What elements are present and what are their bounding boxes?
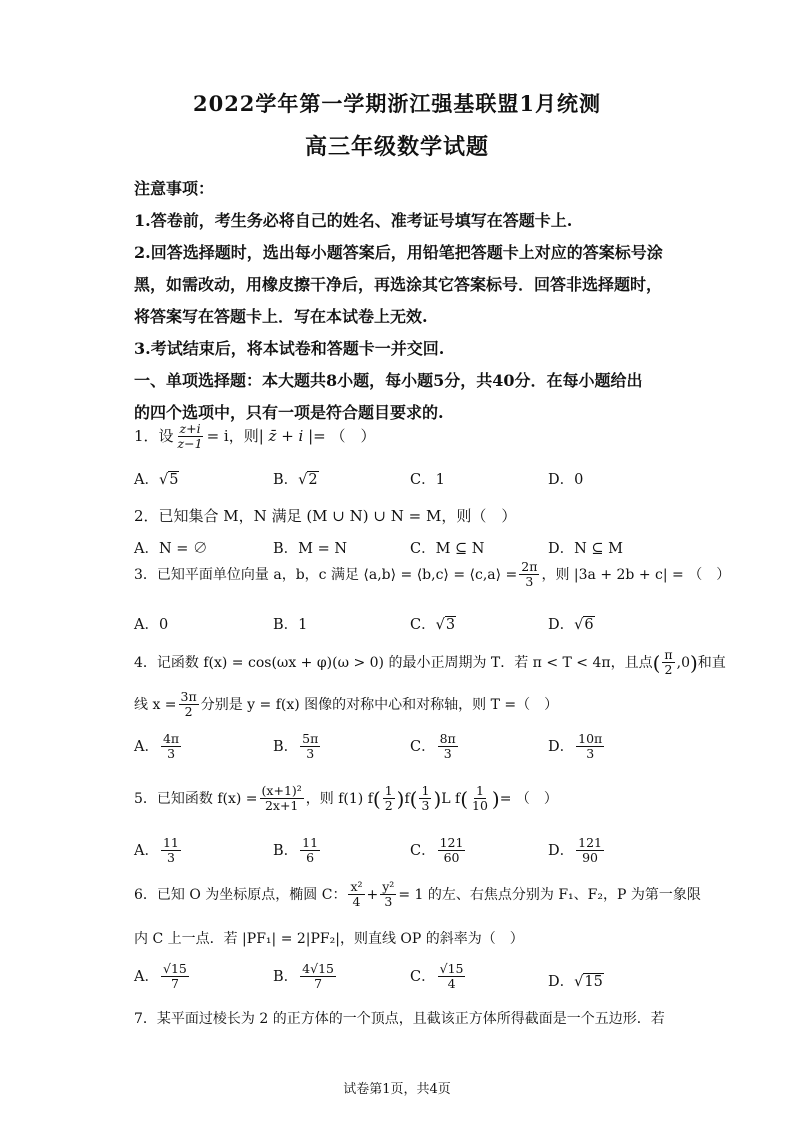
q1-middle: = i，则 bbox=[206, 426, 259, 445]
notice-item-2: 2.回答选择题时，选出每小题答案后，用铅笔把答题卡上对应的答案标号涂 bbox=[134, 243, 663, 262]
q2-option-a: A．N = ∅ bbox=[134, 541, 208, 557]
sqrt-icon: √6 bbox=[574, 617, 594, 633]
notice-item-2-end: 将答案写在答题卡上．写在本试卷上无效. bbox=[134, 307, 428, 326]
q2-option-c: C．M ⊆ N bbox=[410, 541, 485, 557]
q4-option-b: B． $\frac{5\pi}{3}$ bbox=[273, 731, 319, 762]
q5-option-d: D． $\frac{121}{90}$ bbox=[548, 835, 602, 866]
notice-item-3: 3.考试结束后，将本试卷和答题卡一并交回. bbox=[134, 339, 445, 358]
question-5: 5．已知函数 f(x) = $\frac{\text{(x+1)²}}{2x+1}$ ，则 f(1) f( $\frac{1}{2}$ )f( $\frac{1}{3}$ )L f( $\frac{1}{10}$ )= （ ） bbox=[134, 783, 558, 814]
page-footer: 试卷第1页，共4页 bbox=[343, 1082, 451, 1097]
q3-text-a: 3．已知平面单位向量 a，b，c 满足 ⟨a,b⟩ = ⟨b,c⟩ = ⟨c,a⟩ = bbox=[134, 566, 518, 583]
q2-option-d: D．N ⊆ M bbox=[548, 541, 624, 557]
q5-option-b: B． $\frac{11}{6}$ bbox=[273, 835, 319, 866]
q4-option-d: D． $\frac{10\pi}{3}$ bbox=[548, 731, 603, 762]
q1-frac-num: z+i bbox=[179, 421, 201, 436]
question-4-line-1: 4．记函数 f(x) = cos(ωx + φ)(ω > 0) 的最小正周期为 T．若 π < T < 4π，且点( $\frac{\pi}{2}$ ,0)和直 bbox=[134, 647, 726, 678]
q1-expr: | z̄ + i | bbox=[258, 426, 314, 445]
notice-heading: 注意事项： bbox=[134, 179, 215, 198]
q3-option-c: C．√3 bbox=[410, 617, 456, 633]
sqrt-icon: √5 bbox=[158, 472, 179, 488]
q5-option-a: A． $\frac{11}{3}$ bbox=[134, 835, 179, 866]
q1-prefix: 1．设 bbox=[134, 426, 174, 445]
q1-fraction bbox=[176, 422, 205, 452]
exam-title: 2022学年第一学期浙江强基联盟1月统测 bbox=[192, 91, 602, 116]
exam-subtitle: 高三年级数学试题 bbox=[304, 134, 489, 160]
q5-option-c: C． $\frac{121}{60}$ bbox=[410, 835, 464, 866]
q1-suffix: = （ ） bbox=[313, 426, 376, 445]
q3-option-d: D．√6 bbox=[548, 617, 594, 633]
q4-option-c: C． $\frac{8\pi}{3}$ bbox=[410, 731, 456, 762]
sqrt-icon: √3 bbox=[435, 617, 456, 633]
q1-option-c: C．1 bbox=[410, 472, 445, 488]
q4-option-a: A． $\frac{4\pi}{3}$ bbox=[134, 731, 180, 762]
q3-option-a: A．0 bbox=[134, 617, 169, 633]
question-2: 2．已知集合 M，N 满足 (M ∪ N) ∪ N = M，则（ ） bbox=[134, 507, 517, 525]
q3-text-b: ，则 |3a + 2b + c| = （ ） bbox=[541, 566, 731, 583]
q3-option-b: B．1 bbox=[273, 617, 308, 633]
q3-fraction: $\frac{2\pi}{3}$ bbox=[521, 559, 538, 590]
q6-option-d: D．√15 bbox=[548, 974, 603, 990]
q6-option-b: B． $\frac{4√15}{7}$ bbox=[273, 961, 334, 992]
question-6-line-2: 内 C 上一点．若 |PF₁| = 2|PF₂|，则直线 OP 的斜率为（ ） bbox=[134, 931, 524, 947]
question-4-line-2: 线 x = $\frac{3\pi}{2}$ 分别是 y = f(x) 图像的对称中心和对称轴，则 T =（ ） bbox=[134, 689, 559, 720]
section-heading: 一、单项选择题：本大题共8小题，每小题5分，共40分．在每小题给出 bbox=[134, 371, 643, 390]
notice-item-1: 1.答卷前，考生务必将自己的姓名、准考证号填写在答题卡上. bbox=[134, 211, 573, 230]
sqrt-icon: √2 bbox=[298, 472, 318, 488]
question-7: 7．某平面过棱长为 2 的正方体的一个顶点，且截该正方体所得截面是一个五边形．若 bbox=[134, 1011, 665, 1027]
question-6-line-1: 6．已知 O 为坐标原点，椭圆 C： $\frac{\text{x²}}{4}$ + $\frac{\text{y²}}{3}$ = 1 的左、右焦点分别为 F₁、F₂，P 为第一象限 bbox=[134, 879, 701, 910]
question-1 bbox=[134, 422, 674, 452]
question-3 bbox=[134, 559, 731, 590]
sqrt-icon: √15 bbox=[574, 974, 603, 990]
q1-frac-den: z−1 bbox=[177, 436, 203, 452]
q1-option-b: B．√2 bbox=[273, 472, 318, 488]
section-heading-cont: 的四个选项中，只有一项是符合题目要求的. bbox=[134, 403, 444, 422]
q1-option-d: D．0 bbox=[548, 472, 584, 488]
q6-option-a: A． $\frac{√15}{7}$ bbox=[134, 961, 187, 992]
q2-option-b: B．M = N bbox=[273, 541, 348, 557]
q1-option-a: A．√5 bbox=[134, 472, 179, 488]
q6-option-c: C． $\frac{√15}{4}$ bbox=[410, 961, 464, 992]
notice-item-2-cont: 黑，如需改动，用橡皮擦干净后，再选涂其它答案标号．回答非选择题时， bbox=[134, 275, 663, 294]
